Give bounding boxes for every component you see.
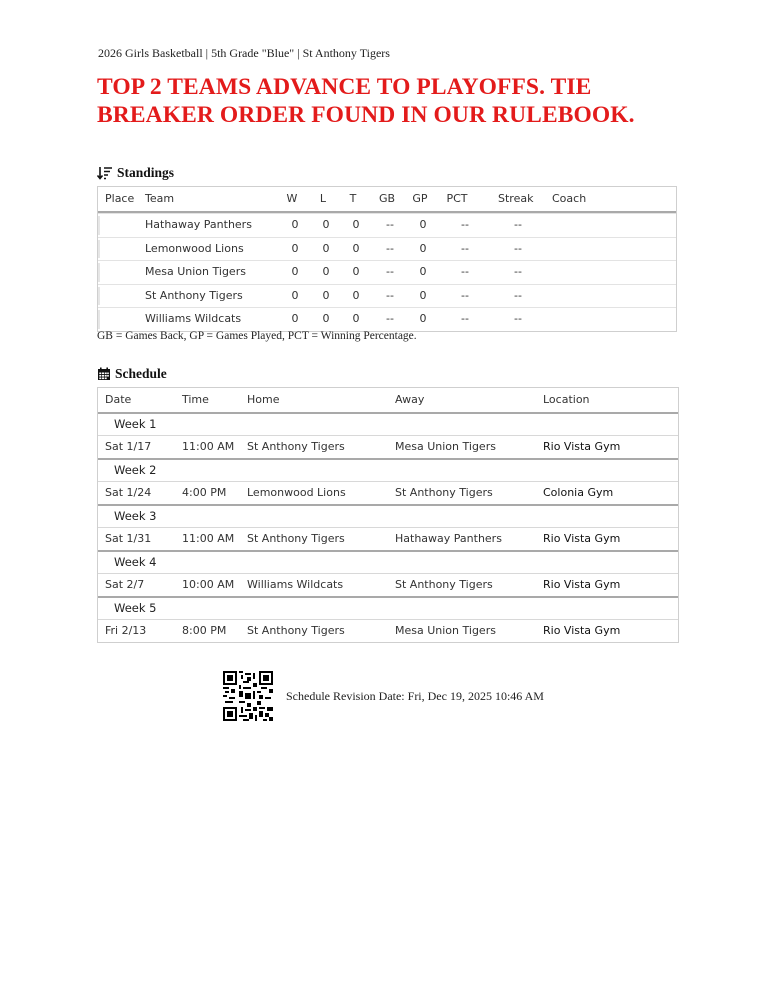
losses-cell: 0 [322, 288, 330, 302]
location-cell: Rio Vista Gym [543, 624, 621, 637]
week-label: Week 1 [114, 417, 157, 431]
week-label: Week 4 [114, 555, 157, 569]
wins-cell: 0 [291, 265, 299, 279]
pct-cell: -- [461, 288, 469, 302]
game-row [98, 620, 678, 642]
column-header[interactable]: GB [378, 192, 396, 205]
sort-descending-icon [97, 166, 113, 180]
home-team-cell: St Anthony Tigers [247, 440, 345, 453]
losses-cell: 0 [322, 218, 330, 231]
losses-cell: 0 [322, 265, 330, 279]
home-team-cell: Lemonwood Lions [247, 486, 346, 499]
standings-footnote: GB = Games Back, GP = Games Played, PCT = Winning Percentage. [97, 330, 417, 342]
column-header[interactable]: L [319, 192, 327, 205]
games-played-cell: 0 [419, 265, 427, 279]
schedule-title-text: Schedule [115, 366, 167, 381]
home-team-cell: Williams Wildcats [247, 578, 344, 591]
time-cell: 8:00 PM [182, 624, 227, 637]
location-cell: Rio Vista Gym [543, 440, 621, 453]
date-cell: Fri 2/13 [105, 624, 147, 637]
games-back-cell: -- [386, 288, 394, 302]
team-cell: Lemonwood Lions [145, 241, 244, 255]
location-cell: Rio Vista Gym [543, 578, 621, 591]
standings-header-row [98, 187, 676, 213]
wins-cell: 0 [291, 312, 299, 326]
column-header[interactable]: Home [247, 393, 280, 406]
standings-table [97, 186, 677, 332]
column-header[interactable]: T [349, 192, 357, 205]
week-header [98, 550, 678, 574]
calendar-icon [97, 367, 111, 381]
games-back-cell: -- [386, 241, 394, 255]
ties-cell: 0 [352, 312, 360, 326]
streak-cell: -- [514, 312, 522, 326]
away-team-cell: Mesa Union Tigers [395, 624, 496, 637]
ties-cell: 0 [352, 265, 360, 279]
team-cell: Williams Wildcats [145, 312, 242, 326]
ties-cell: 0 [352, 218, 360, 231]
date-cell: Sat 1/24 [105, 486, 152, 499]
games-played-cell: 0 [419, 288, 427, 302]
streak-cell: -- [514, 241, 522, 255]
pct-cell: -- [461, 312, 469, 326]
games-back-cell: -- [386, 312, 394, 326]
date-cell: Sat 1/31 [105, 532, 152, 545]
division-label: 5th Grade "Blue" [211, 46, 295, 60]
header-separator: | [297, 46, 300, 60]
week-header [98, 414, 678, 436]
document-header [98, 46, 390, 61]
games-back-cell: -- [386, 218, 394, 231]
time-cell: 11:00 AM [182, 532, 235, 545]
streak-cell: -- [514, 265, 522, 279]
standings-row [98, 237, 676, 261]
away-team-cell: St Anthony Tigers [395, 486, 493, 499]
week-header [98, 458, 678, 482]
column-header[interactable]: GP [412, 192, 428, 205]
revision-date: Schedule Revision Date: Fri, Dec 19, 2025 10:46 AM [286, 689, 544, 703]
column-header[interactable]: Date [105, 393, 132, 406]
column-header[interactable]: Team [145, 192, 175, 205]
team-cell: Hathaway Panthers [145, 218, 252, 231]
game-row [98, 436, 678, 458]
game-row [98, 482, 678, 504]
schedule-header-row [98, 388, 678, 414]
pct-cell: -- [461, 218, 469, 231]
team-cell: Mesa Union Tigers [145, 265, 246, 279]
column-header[interactable]: Place [105, 192, 135, 205]
standings-row [98, 284, 676, 308]
header-separator: | [205, 46, 209, 60]
away-team-cell: Mesa Union Tigers [395, 440, 496, 453]
week-header [98, 504, 678, 528]
team-cell: St Anthony Tigers [145, 288, 243, 302]
streak-cell: -- [514, 288, 522, 302]
column-header[interactable]: W [286, 192, 298, 205]
losses-cell: 0 [322, 241, 330, 255]
location-cell: Colonia Gym [543, 486, 614, 499]
standings-row [98, 213, 676, 237]
column-header[interactable]: Streak [498, 192, 534, 205]
game-row [98, 574, 678, 596]
week-label: Week 2 [114, 463, 157, 477]
wins-cell: 0 [291, 288, 299, 302]
week-header [98, 596, 678, 620]
date-cell: Sat 2/7 [105, 578, 145, 591]
column-header[interactable]: Location [543, 393, 590, 406]
pct-cell: -- [461, 241, 469, 255]
home-team-cell: St Anthony Tigers [247, 624, 345, 637]
team-label: St Anthony Tigers [302, 46, 390, 60]
season-label: 2026 Girls Basketball [98, 46, 203, 60]
away-team-cell: St Anthony Tigers [395, 578, 493, 591]
column-header[interactable]: Away [395, 393, 425, 406]
schedule-table [97, 387, 679, 643]
time-cell: 11:00 AM [182, 440, 235, 453]
schedule-title [97, 366, 167, 382]
pct-cell: -- [461, 265, 469, 279]
week-label: Week 3 [114, 509, 157, 523]
games-played-cell: 0 [419, 218, 427, 231]
standings-row [98, 307, 676, 331]
losses-cell: 0 [322, 312, 330, 326]
games-back-cell: -- [386, 265, 394, 279]
standings-title [97, 165, 174, 181]
time-cell: 4:00 PM [182, 486, 227, 499]
away-team-cell: Hathaway Panthers [395, 532, 502, 545]
standings-row [98, 260, 676, 284]
wins-cell: 0 [291, 241, 299, 255]
date-cell: Sat 1/17 [105, 440, 152, 453]
time-cell: 10:00 AM [182, 578, 235, 591]
column-header[interactable]: Coach [552, 192, 587, 205]
location-cell: Rio Vista Gym [543, 532, 621, 545]
qr-code-icon [223, 671, 273, 721]
column-header[interactable]: Time [182, 393, 209, 406]
headline-notice: TOP 2 TEAMS ADVANCE TO PLAYOFFS. TIE BREAKER ORDER FOUND IN OUR RULEBOOK. [97, 74, 635, 128]
column-header[interactable]: PCT [446, 192, 468, 205]
standings-title-text: Standings [117, 165, 175, 180]
ties-cell: 0 [352, 241, 360, 255]
game-row [98, 528, 678, 550]
games-played-cell: 0 [419, 312, 427, 326]
home-team-cell: St Anthony Tigers [247, 532, 345, 545]
ties-cell: 0 [352, 288, 360, 302]
streak-cell: -- [514, 218, 522, 231]
games-played-cell: 0 [419, 241, 427, 255]
wins-cell: 0 [291, 218, 299, 231]
week-label: Week 5 [114, 601, 157, 615]
